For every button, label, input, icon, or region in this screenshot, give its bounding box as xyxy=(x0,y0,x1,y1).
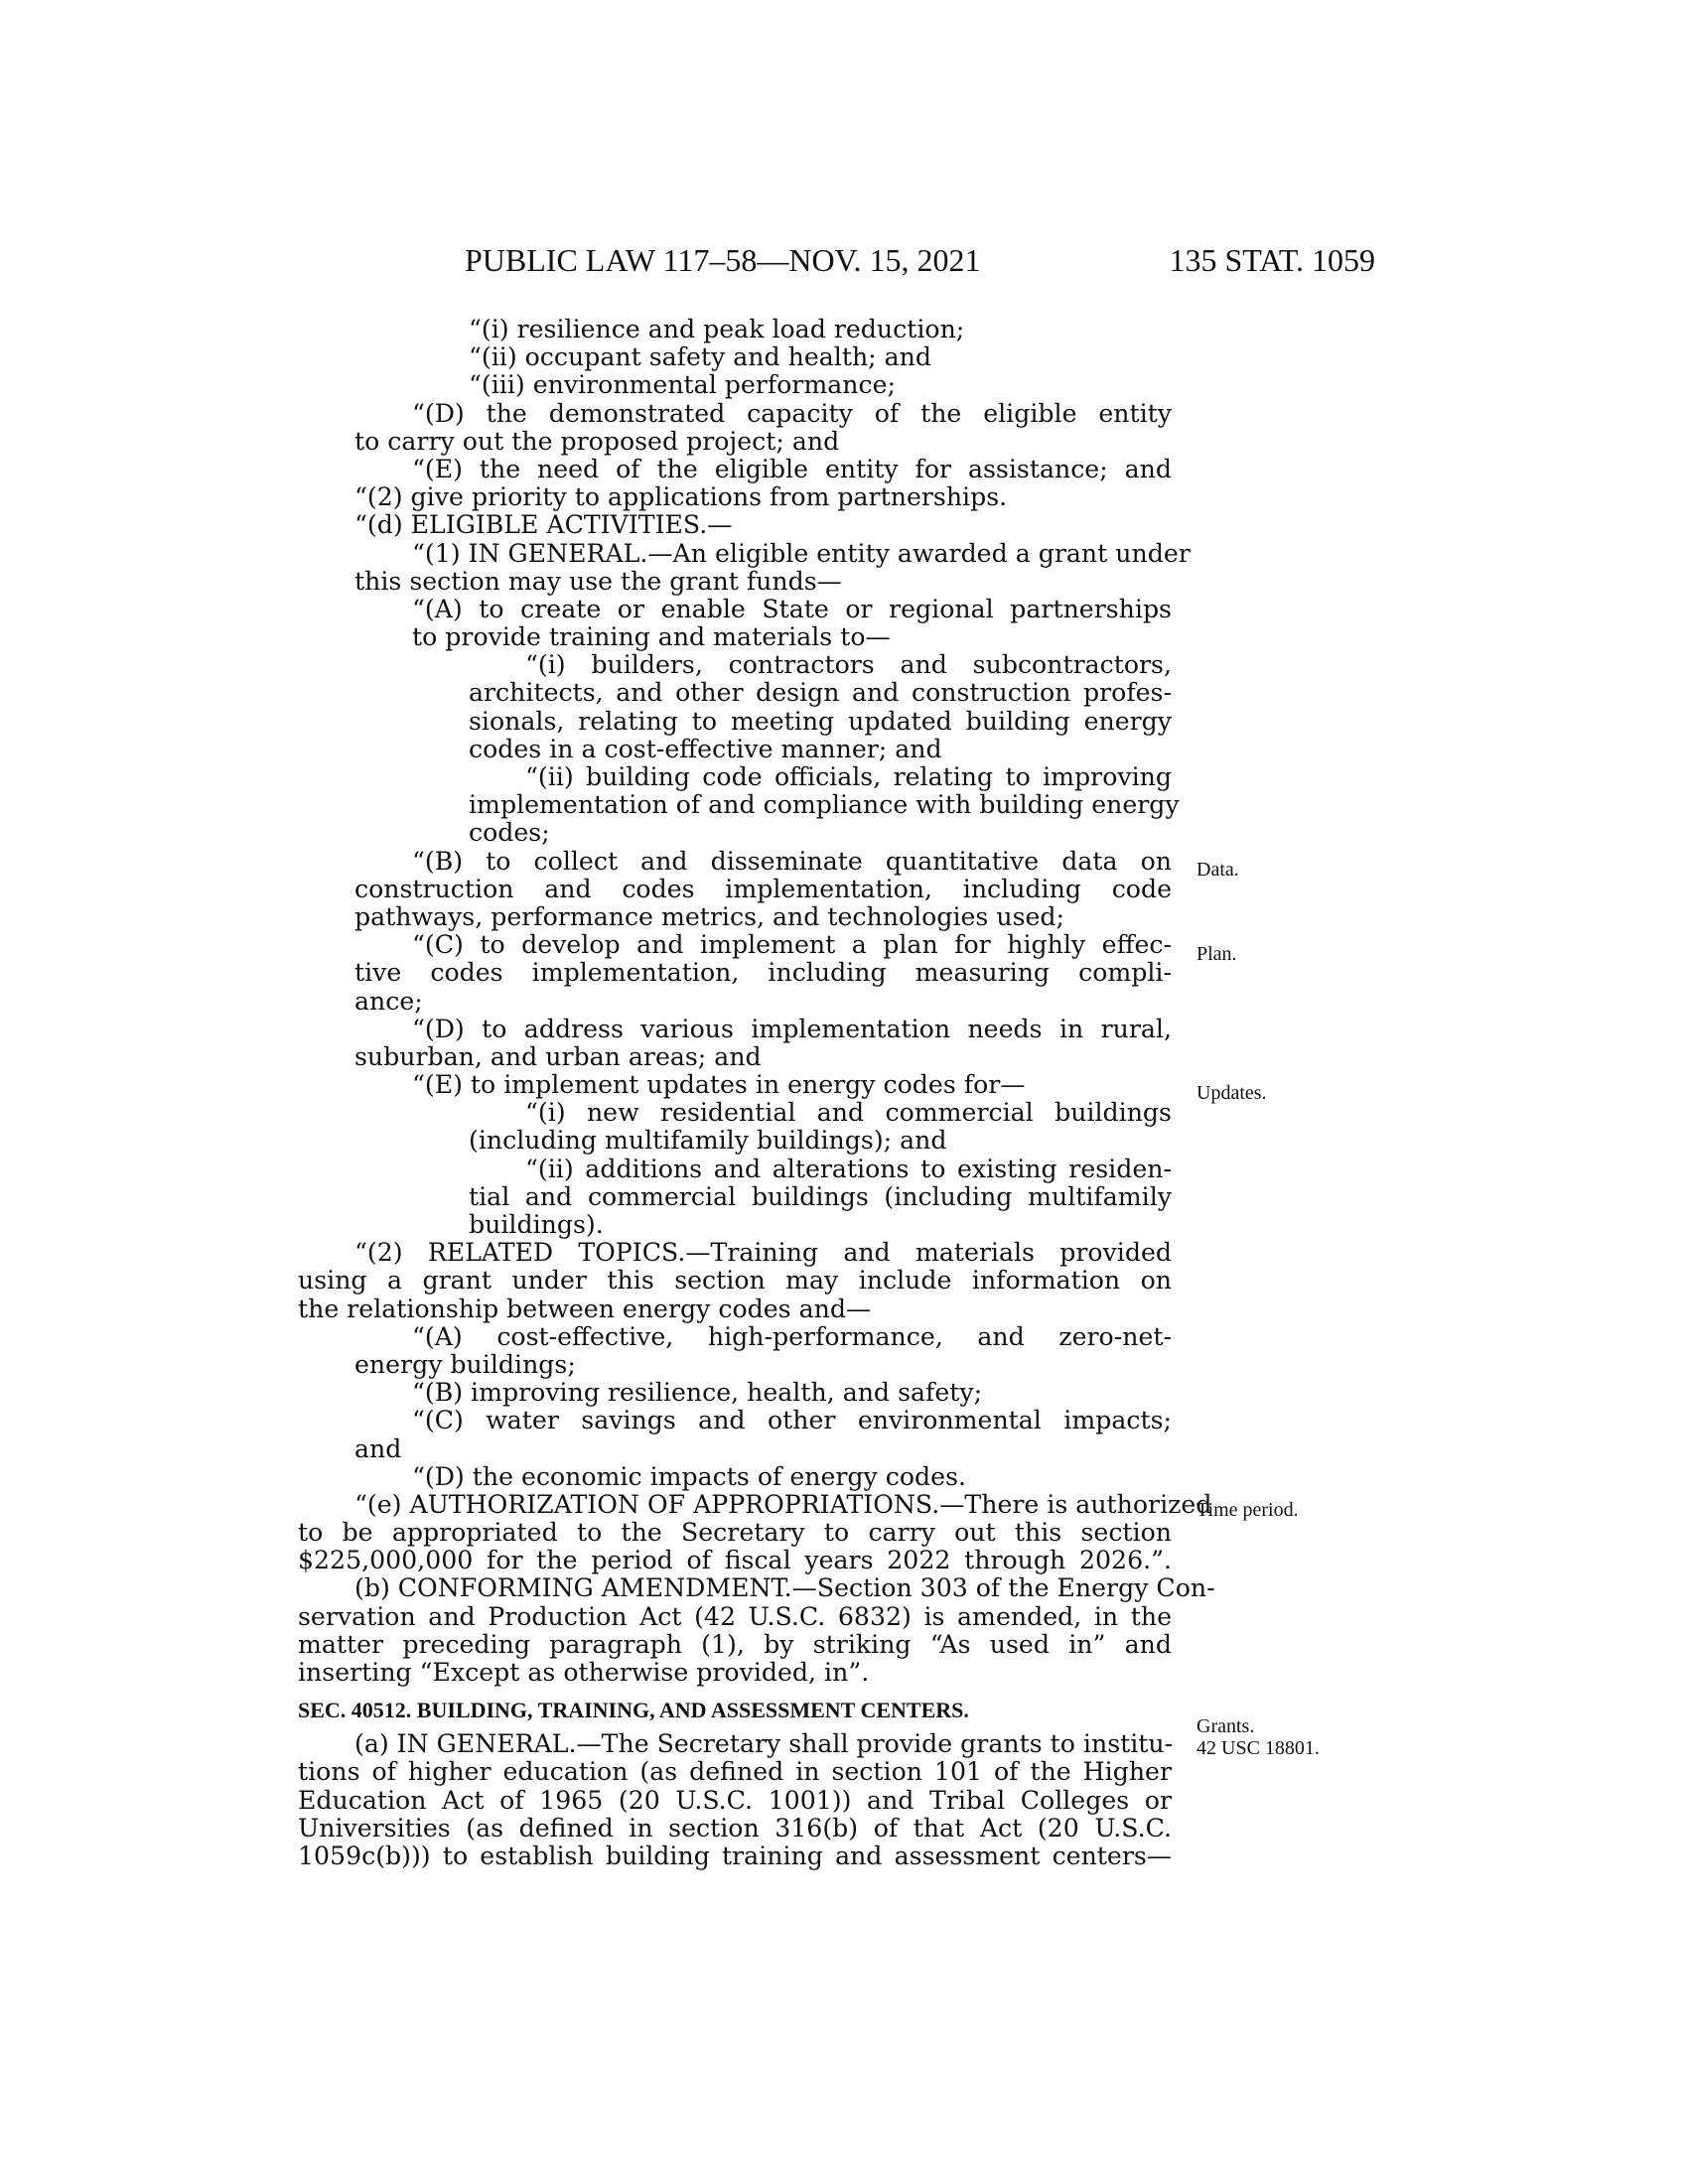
running-head: PUBLIC LAW 117–58—NOV. 15, 2021 xyxy=(465,242,981,278)
margin-note: Plan. xyxy=(1196,943,1237,965)
text-line: this section may use the grant funds— xyxy=(354,566,842,596)
text-line: using a grant under this section may include information on xyxy=(298,1266,1172,1296)
text-line: “(i) resilience and peak load reduction; xyxy=(469,315,965,343)
text-line: tive codes implementation, including measuring compli- xyxy=(354,958,1172,988)
text-line: “(B) to collect and disseminate quantitative data on xyxy=(412,846,1172,876)
text-line: “(ii) building code officials, relating to improving xyxy=(525,762,1172,791)
text-line: “(iii) environmental performance; xyxy=(469,370,896,400)
text-line: “(2) give priority to applications from partnerships. xyxy=(354,482,1008,512)
text-line: to provide training and materials to— xyxy=(412,622,891,652)
text-line: tial and commercial buildings (including multifamily xyxy=(469,1181,1172,1211)
text-line: Education Act of 1965 (20 U.S.C. 1001)) and Tribal Colleges or xyxy=(298,1785,1172,1815)
text-line: (including multifamily buildings); and xyxy=(469,1126,947,1156)
text-line: energy buildings; xyxy=(354,1349,576,1379)
text-line: “(B) improving resilience, health, and safety; xyxy=(412,1378,983,1408)
text-line: the relationship between energy codes and— xyxy=(298,1294,872,1323)
text-line: “(i) new residential and commercial buildings xyxy=(525,1098,1172,1128)
text-line: (a) IN GENERAL.—The Secretary shall provide grants to institu- xyxy=(354,1729,1174,1759)
text-line: construction and codes implementation, including code xyxy=(354,874,1172,903)
text-line: buildings). xyxy=(469,1210,604,1239)
text-line: (b) CONFORMING AMENDMENT.—Section 303 of the Energy Con- xyxy=(354,1573,1215,1603)
text-line: inserting “Except as otherwise provided, in”. xyxy=(298,1658,870,1687)
text-line: “(ii) additions and alterations to existing residen- xyxy=(525,1154,1172,1183)
text-line: implementation of and compliance with building energy xyxy=(469,790,1180,820)
margin-note: Updates. xyxy=(1196,1082,1267,1104)
text-line: “(ii) occupant safety and health; and xyxy=(469,342,932,372)
body-text xyxy=(298,315,1215,1870)
text-line: to carry out the proposed project; and xyxy=(354,426,840,456)
text-line: pathways, performance metrics, and technologies used; xyxy=(354,901,1065,931)
text-line: “(E) to implement updates in energy codes for— xyxy=(412,1070,1026,1100)
text-line: “(E) the need of the eligible entity for assistance; and xyxy=(412,454,1172,483)
text-line: “(d) ELIGIBLE ACTIVITIES.— xyxy=(354,510,733,540)
text-line: “(C) to develop and implement a plan for highly effec- xyxy=(412,930,1172,960)
margin-note: 42 USC 18801. xyxy=(1196,1737,1320,1759)
text-line: “(1) IN GENERAL.—An eligible entity awarded a grant under xyxy=(412,538,1191,568)
text-line: codes in a cost-effective manner; and xyxy=(469,734,942,763)
page-header xyxy=(298,242,1375,292)
text-line: “(D) the economic impacts of energy codes. xyxy=(412,1461,966,1491)
text-line: sionals, relating to meeting updated building energy xyxy=(469,706,1172,736)
text-line: “(C) water savings and other environmental impacts; xyxy=(412,1406,1172,1435)
text-line: and xyxy=(354,1433,402,1463)
text-line: “(D) the demonstrated capacity of the eligible entity xyxy=(412,398,1172,428)
text-line: 1059c(b))) to establish building training and assessment centers— xyxy=(298,1841,1172,1870)
text-line: tions of higher education (as defined in section 101 of the Higher xyxy=(298,1757,1172,1787)
text-line: “(D) to address various implementation needs in rural, xyxy=(412,1014,1172,1043)
text-line: “(i) builders, contractors and subcontractors, xyxy=(525,650,1172,680)
section-heading: SEC. 40512. BUILDING, TRAINING, AND ASSESSMENT CENTERS. xyxy=(298,1698,969,1723)
margin-note: Data. xyxy=(1196,859,1239,881)
text-line: servation and Production Act (42 U.S.C. 6832) is amended, in the xyxy=(298,1601,1172,1631)
text-line: to be appropriated to the Secretary to carry out this section xyxy=(298,1518,1172,1548)
text-line: Universities (as defined in section 316(b) of that Act (20 U.S.C. xyxy=(298,1813,1172,1843)
text-line: matter preceding paragraph (1), by striking “As used in” and xyxy=(298,1629,1172,1659)
text-line: suburban, and urban areas; and xyxy=(354,1041,762,1071)
margin-note: Grants. xyxy=(1196,1715,1255,1737)
text-line: codes; xyxy=(469,818,550,848)
margin-note: Time period. xyxy=(1196,1499,1299,1521)
text-line: “(e) AUTHORIZATION OF APPROPRIATIONS.—There is authorized xyxy=(354,1489,1212,1519)
text-line: “(2) RELATED TOPICS.—Training and materials provided xyxy=(354,1238,1172,1268)
text-line: architects, and other design and construction profes- xyxy=(469,678,1172,708)
text-line: $225,000,000 for the period of fiscal years 2022 through 2026.”. xyxy=(298,1546,1172,1575)
page-number: 135 STAT. 1059 xyxy=(1169,242,1375,278)
text-line: “(A) to create or enable State or regional partnerships xyxy=(412,594,1172,623)
text-line: “(A) cost-effective, high-performance, and zero-net- xyxy=(412,1321,1172,1351)
text-line: ance; xyxy=(354,986,423,1016)
